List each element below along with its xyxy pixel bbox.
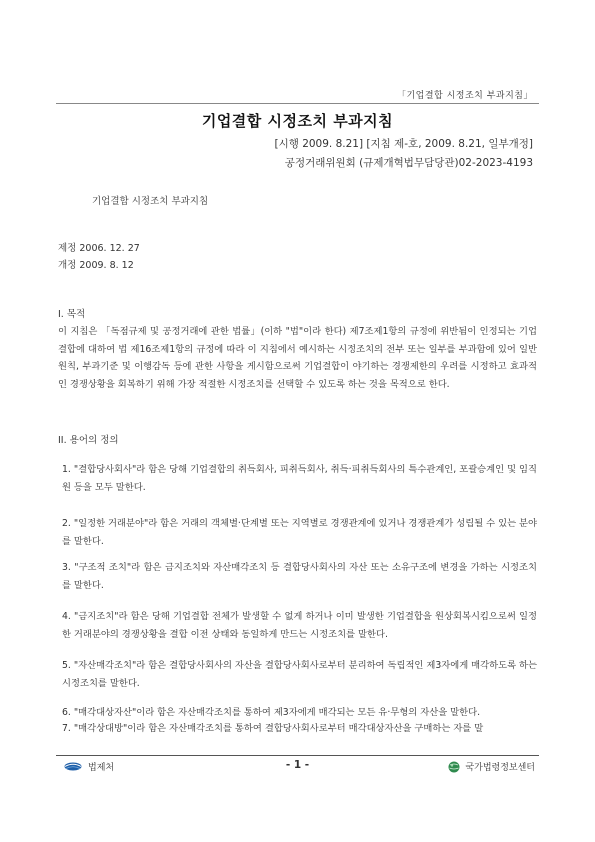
page-footer xyxy=(56,760,539,774)
definition-item: 2. "일정한 거래분야"라 함은 거래의 객체별·단계별 또는 지역별로 경쟁관계에 있거나 경쟁관계가 성립될 수 있는 분야를 말한다. xyxy=(62,518,537,547)
document-title: 기업결합 시정조치 부과지침 xyxy=(201,112,394,130)
globe-logo-icon xyxy=(448,761,460,773)
footer-rule xyxy=(56,755,539,756)
header-tag: 「기업결합 시정조치 부과지침」 xyxy=(396,91,533,101)
page-number: - 1 - xyxy=(285,759,310,771)
definition-item: 3. "구조적 조치"라 함은 금지조치와 자산매각조치 등 결합당사회사의 자산 또는 소유구조에 변경을 가하는 시정조치를 말한다. xyxy=(62,562,537,591)
contact-info: 공정거래위원회 (규제개혁법무담당관)02-2023-4193 xyxy=(284,157,533,169)
footer-left-label: 법제처 xyxy=(88,763,115,773)
definition-item: 1. "결합당사회사"라 함은 당해 기업결합의 취득회사, 피취득회사, 취득·피취득회사의 특수관계인, 포괄승계인 및 임직원 등을 모두 말한다. xyxy=(62,464,537,493)
amended-date: 개정 2009. 8. 12 xyxy=(58,260,134,271)
section-heading-definitions: II. 용어의 정의 xyxy=(58,435,119,446)
section-heading-purpose: I. 목적 xyxy=(58,309,86,320)
footer-right-label: 국가법령정보센터 xyxy=(465,763,535,773)
definition-item: 4. "금지조치"라 함은 당해 기업결합 전체가 발생할 수 없게 하거나 이미 발생한 기업결합을 원상회복시킴으로써 일정한 거래분야의 경쟁상황을 결합 이전 상태와 동일하게 만드는 시정조치를 말한다. xyxy=(62,611,537,640)
definition-item: 7. "매각상대방"이라 함은 자산매각조치를 통하여 결합당사회사로부터 매각대상자산을 구매하는 자를 말 xyxy=(62,723,484,734)
enacted-date: 제정 2006. 12. 27 xyxy=(58,243,140,254)
section-body-purpose: 이 지침은 「독점규제 및 공정거래에 관한 법률」(이하 "법"이라 한다) 제7조제1항의 규정에 위반됨이 인정되는 기업결합에 대하여 법 제16조제1항의 규정에 따라 이 지침에서 예시하는 시정조치의 전부 또는 일부를 부과함에 있어 일반원칙, 부과기준 및 이행감독 등에 관한 사항을 게시함으로써 기업결합이 야기하는 경쟁제한의 우려를 시정하고 효과적인 경쟁상황을 회복하기 위해 가장 적절한 시정조치를 선택할 수 있도록 하는 것을 목적으로 한다. xyxy=(58,326,537,390)
dates-block xyxy=(58,240,140,274)
sub-title: 기업결합 시정조치 부과지침 xyxy=(92,196,209,207)
header-rule xyxy=(56,103,539,104)
revision-info: [시행 2009. 8.21] [지침 제-호, 2009. 8.21, 일부개정] xyxy=(274,138,533,150)
footer-right xyxy=(448,760,535,773)
definition-item: 5. "자산매각조치"라 함은 결합당사회사의 자산을 결합당사회사로부터 분리하여 독립적인 제3자에게 매각하도록 하는 시정조치를 말한다. xyxy=(62,660,537,689)
definition-item: 6. "매각대상자산"이라 함은 자산매각조치를 통하여 제3자에게 매각되는 모든 유·무형의 자산을 말한다. xyxy=(62,707,481,718)
